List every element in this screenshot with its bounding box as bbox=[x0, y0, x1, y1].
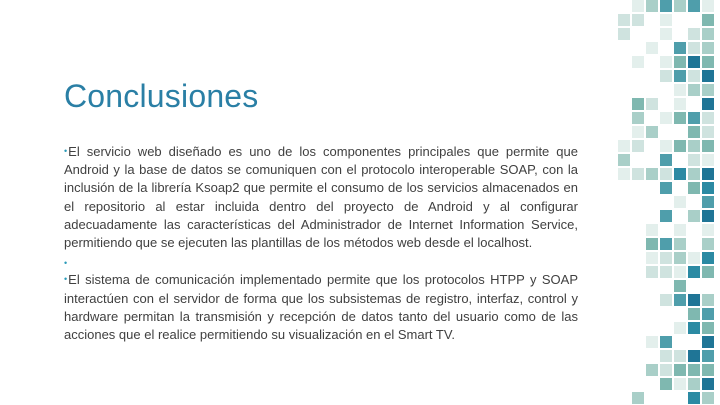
slide-body bbox=[64, 142, 578, 344]
mosaic-tile bbox=[660, 154, 672, 166]
mosaic-tile bbox=[674, 98, 686, 110]
mosaic-tile bbox=[674, 280, 686, 292]
mosaic-tile bbox=[660, 70, 672, 82]
mosaic-tile bbox=[702, 126, 714, 138]
mosaic-tile bbox=[688, 140, 700, 152]
mosaic-tile bbox=[674, 238, 686, 250]
mosaic-tile bbox=[702, 42, 714, 54]
mosaic-tile bbox=[632, 98, 644, 110]
mosaic-tile bbox=[660, 28, 672, 40]
mosaic-tile bbox=[674, 322, 686, 334]
mosaic-tile bbox=[702, 140, 714, 152]
mosaic-tile bbox=[688, 266, 700, 278]
mosaic-tile bbox=[702, 252, 714, 264]
mosaic-tile bbox=[702, 322, 714, 334]
mosaic-tile bbox=[702, 378, 714, 390]
mosaic-tile bbox=[702, 224, 714, 236]
mosaic-tile bbox=[674, 350, 686, 362]
mosaic-tile bbox=[660, 364, 672, 376]
mosaic-tile bbox=[674, 70, 686, 82]
mosaic-tile bbox=[688, 84, 700, 96]
mosaic-tile bbox=[674, 196, 686, 208]
mosaic-tile bbox=[702, 364, 714, 376]
mosaic-tile bbox=[646, 266, 658, 278]
mosaic-tile bbox=[632, 126, 644, 138]
mosaic-tile bbox=[688, 350, 700, 362]
paragraph-text: El servicio web diseñado es uno de los componentes principales que permite que Android y la base de datos se comuniquen con el protocolo interoperable SOAP, con la inclusión de la librería Ksoap2 que permite el consumo de los servicios almacenados en el repositorio al estar incluida dentro del proyecto de Android y al configurar adecuadamente las características del Administrador de Internet Information Service, permitiendo que se ejecuten las plantillas de los métodos web desde el localhost. bbox=[64, 144, 578, 251]
mosaic-tile bbox=[688, 154, 700, 166]
mosaic-tile bbox=[646, 224, 658, 236]
mosaic-tile bbox=[702, 350, 714, 362]
mosaic-tile bbox=[702, 238, 714, 250]
mosaic-tile bbox=[646, 0, 658, 12]
mosaic-tile bbox=[688, 392, 700, 404]
mosaic-tile bbox=[688, 112, 700, 124]
mosaic-tile bbox=[702, 28, 714, 40]
mosaic-tile bbox=[702, 56, 714, 68]
mosaic-tile bbox=[702, 154, 714, 166]
mosaic-tile bbox=[632, 56, 644, 68]
bullet-marker: • bbox=[64, 258, 68, 269]
mosaic-tile bbox=[646, 238, 658, 250]
mosaic-tile bbox=[702, 182, 714, 194]
mosaic-tile bbox=[660, 238, 672, 250]
mosaic-tile bbox=[674, 42, 686, 54]
mosaic-tile bbox=[632, 140, 644, 152]
mosaic-tile bbox=[660, 350, 672, 362]
mosaic-tile bbox=[660, 56, 672, 68]
mosaic-tile bbox=[660, 210, 672, 222]
mosaic-tile bbox=[688, 308, 700, 320]
mosaic-tile bbox=[688, 126, 700, 138]
mosaic-tile bbox=[674, 140, 686, 152]
mosaic-tile bbox=[688, 28, 700, 40]
mosaic-tile bbox=[702, 336, 714, 348]
mosaic-tile bbox=[702, 112, 714, 124]
mosaic-tile bbox=[702, 196, 714, 208]
mosaic-tile bbox=[688, 56, 700, 68]
mosaic-tile bbox=[688, 364, 700, 376]
mosaic-tile bbox=[702, 308, 714, 320]
mosaic-tile bbox=[660, 294, 672, 306]
slide-title: Conclusiones bbox=[64, 78, 259, 114]
bullet-paragraph-2 bbox=[64, 270, 578, 344]
mosaic-tile bbox=[688, 42, 700, 54]
mosaic-tile bbox=[674, 112, 686, 124]
mosaic-tile bbox=[702, 392, 714, 404]
mosaic-tile bbox=[646, 364, 658, 376]
mosaic-tile bbox=[632, 14, 644, 26]
mosaic-tile bbox=[674, 378, 686, 390]
bullet-marker: • bbox=[64, 274, 68, 285]
mosaic-tile bbox=[674, 224, 686, 236]
mosaic-tile bbox=[702, 294, 714, 306]
mosaic-tile bbox=[646, 98, 658, 110]
paragraph-text: El sistema de comunicación implementado permite que los protocolos HTPP y SOAP interactúen con el servidor de forma que los subsistemas de registro, interfaz, control y hardware permitan la transmisión y recepción de datos tanto del usuario como de las acciones que el realice permitiendo su visualización en el Smart TV. bbox=[64, 272, 578, 343]
mosaic-tile bbox=[660, 0, 672, 12]
mosaic-tile bbox=[674, 266, 686, 278]
mosaic-tile bbox=[702, 14, 714, 26]
mosaic-tile bbox=[618, 14, 630, 26]
mosaic-tile bbox=[702, 210, 714, 222]
mosaic-tile bbox=[702, 70, 714, 82]
mosaic-tile bbox=[632, 112, 644, 124]
mosaic-tile bbox=[688, 378, 700, 390]
mosaic-tile bbox=[660, 336, 672, 348]
empty-bullet-line bbox=[64, 252, 578, 270]
mosaic-tile bbox=[688, 322, 700, 334]
mosaic-tile bbox=[618, 28, 630, 40]
mosaic-tile bbox=[688, 0, 700, 12]
mosaic-tile bbox=[646, 126, 658, 138]
mosaic-tile bbox=[674, 168, 686, 180]
mosaic-tile bbox=[632, 392, 644, 404]
mosaic-tile bbox=[618, 168, 630, 180]
mosaic-tile bbox=[702, 168, 714, 180]
mosaic-tile bbox=[660, 182, 672, 194]
mosaic-tile bbox=[688, 182, 700, 194]
mosaic-tile bbox=[702, 0, 714, 12]
mosaic-tile bbox=[688, 168, 700, 180]
mosaic-tile bbox=[702, 98, 714, 110]
mosaic-tile bbox=[646, 252, 658, 264]
mosaic-tile bbox=[618, 154, 630, 166]
mosaic-tile bbox=[660, 140, 672, 152]
mosaic-tile bbox=[660, 252, 672, 264]
mosaic-tile bbox=[688, 252, 700, 264]
mosaic-tile bbox=[688, 70, 700, 82]
mosaic-tile bbox=[688, 210, 700, 222]
mosaic-tile bbox=[674, 0, 686, 12]
mosaic-tile bbox=[674, 56, 686, 68]
mosaic-tile bbox=[660, 168, 672, 180]
mosaic-tile bbox=[702, 266, 714, 278]
mosaic-tile bbox=[660, 266, 672, 278]
mosaic-tile bbox=[660, 112, 672, 124]
mosaic-tile bbox=[688, 294, 700, 306]
mosaic-tile bbox=[660, 14, 672, 26]
bullet-paragraph-1 bbox=[64, 142, 578, 252]
mosaic-tile bbox=[632, 168, 644, 180]
mosaic-tile bbox=[646, 42, 658, 54]
mosaic-tile bbox=[674, 84, 686, 96]
mosaic-tile bbox=[646, 336, 658, 348]
bullet-marker: • bbox=[64, 146, 68, 156]
mosaic-tile bbox=[674, 364, 686, 376]
mosaic-tile bbox=[632, 0, 644, 12]
mosaic-tile bbox=[702, 84, 714, 96]
mosaic-tile bbox=[674, 252, 686, 264]
mosaic-tile bbox=[660, 378, 672, 390]
mosaic-tile bbox=[618, 140, 630, 152]
mosaic-tile bbox=[674, 294, 686, 306]
mosaic-tile bbox=[646, 168, 658, 180]
